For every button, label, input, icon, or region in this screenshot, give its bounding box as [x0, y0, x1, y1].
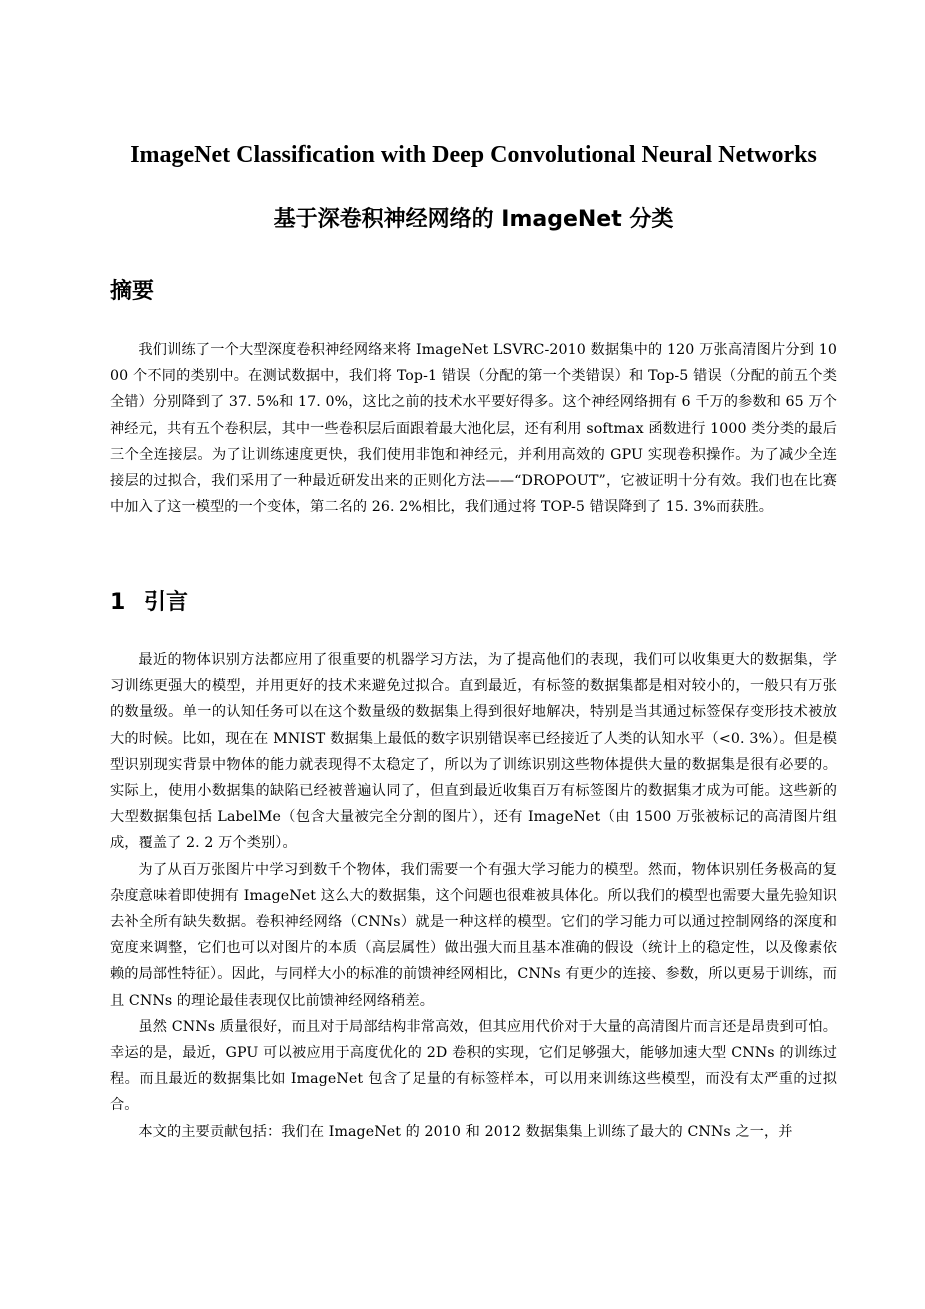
section-heading-introduction — [110, 588, 188, 618]
abstract-section — [110, 337, 837, 520]
intro-paragraph-3: 虽然 CNNs 质量很好，而且对于局部结构非常高效，但其应用代价对于大量的高清图片而言还是昂贵到可怕。幸运的是，最近，GPU 可以被应用于高度优化的 2D 卷积的实现，它们足够强大，能够加速大型 CNNs 的训练过程。而且最近的数据集比如 ImageNet 包含了足量的有标签样本，可以用来训练这些模型，而没有太严重的过拟合。 — [110, 1018, 837, 1114]
introduction-section — [110, 647, 837, 1145]
section-number: 1 — [110, 590, 126, 615]
abstract-heading: 摘要 — [110, 279, 155, 304]
paper-title-english: ImageNet Classification with Deep Convolutional Neural Networks — [130, 142, 817, 168]
abstract-paragraph: 我们训练了一个大型深度卷积神经网络来将 ImageNet LSVRC-2010 数据集中的 120 万张高清图片分到 1000 个不同的类别中。在测试数据中，我们将 Top-1 错误（分配的第一个类错误）和 Top-5 错误（分配的前五个类全错）分别降到了 37. 5%和 17. 0%，这比之前的技术水平要好得多。这个神经网络拥有 6 千万的参数和 65 万个神经元，共有五个卷积层，其中一些卷积层后面跟着最大池化层，还有利用 softmax 函数进行 1000 类分类的最后三个全连接层。为了让训练速度更快，我们使用非饱和神经元，并利用高效的 GPU 实现卷积操作。为了减少全连接层的过拟合，我们采用了一种最近研发出来的正则化方法——“DROPOUT”，它被证明十分有效。我们也在比赛中加入了这一模型的一个变体，第二名的 26. 2%相比，我们通过将 TOP-5 错误降到了 15. 3%而获胜。 — [110, 342, 837, 516]
paper-title-chinese: 基于深卷积神经网络的 ImageNet 分类 — [273, 207, 674, 232]
intro-paragraph-4: 本文的主要贡献包括：我们在 ImageNet 的 2010 和 2012 数据集集上训练了最大的 CNNs 之一，并 — [138, 1123, 793, 1140]
intro-paragraph-1: 最近的物体识别方法都应用了很重要的机器学习方法，为了提高他们的表现，我们可以收集更大的数据集，学习训练更强大的模型，并用更好的技术来避免过拟合。直到最近，有标签的数据集都是相对较小的，一般只有万张的数量级。单一的认知任务可以在这个数量级的数据集上得到很好地解决，特别是当其通过标签保存变形技术被放大的时候。比如，现在在 MNIST 数据集上最低的数字识别错误率已经接近了人类的认知水平（<0. 3%）。但是模型识别现实背景中物体的能力就表现得不太稳定了，所以为了训练识别这些物体提供大量的数据集是很有必要的。实际上，使用小数据集的缺陷已经被普遍认同了，但直到最近收集百万有标签图片的数据集才成为可能。这些新的大型数据集包括 LabelMe（包含大量被完全分割的图片），还有 ImageNet（由 1500 万张被标记的高清图片组成，覆盖了 2. 2 万个类别）。 — [110, 652, 837, 852]
intro-paragraph-2: 为了从百万张图片中学习到数千个物体，我们需要一个有强大学习能力的模型。然而，物体识别任务极高的复杂度意味着即使拥有 ImageNet 这么大的数据集，这个问题也很难被具体化。所以我们的模型也需要大量先验知识去补全所有缺失数据。卷积神经网络（CNNs）就是一种这样的模型。它们的学习能力可以通过控制网络的深度和宽度来调整，它们也可以对图片的本质（高层属性）做出强大而且基本准确的假设（统计上的稳定性，以及像素依赖的局部性特征）。因此，与同样大小的标准的前馈神经网相比，CNNs 有更少的连接、参数，所以更易于训练，而且 CNNs 的理论最佳表现仅比前馈神经网络稍差。 — [110, 861, 837, 1009]
section-title: 引言 — [144, 590, 189, 615]
